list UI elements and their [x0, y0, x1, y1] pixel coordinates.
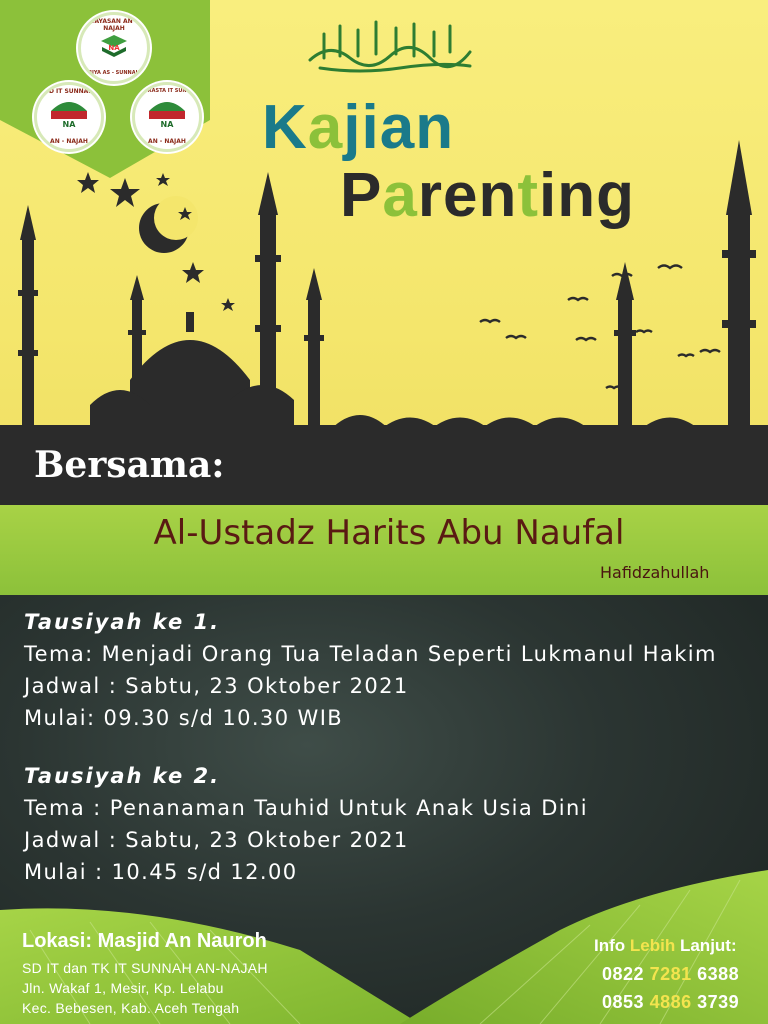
title-letter: j: [343, 93, 362, 162]
phone-number: [602, 992, 739, 1013]
yayasan-logo-bottom-text: BIYA AS - SUNNAH: [88, 70, 140, 76]
phone-number: [602, 964, 739, 985]
title-parenting: [340, 160, 635, 231]
phone-part: 7281: [649, 964, 692, 984]
phone-part: 0822: [602, 964, 645, 984]
info-word: Lebih: [629, 936, 676, 955]
phone-part: 0853: [602, 992, 645, 1012]
svg-text:NA: NA: [62, 120, 76, 129]
title-letter: ing: [538, 161, 635, 230]
session-2-jadwal: Jadwal : Sabtu, 23 Oktober 2021: [24, 828, 409, 852]
title-letter: a: [307, 93, 344, 162]
crescent-moon-icon: [139, 196, 198, 253]
title-letter: P: [340, 161, 383, 230]
tk-logo-bottom-text: AN - NAJAH: [148, 138, 186, 145]
mosque-book-icon: [145, 99, 189, 129]
svg-text:NA: NA: [108, 44, 120, 52]
birds-icon: [480, 266, 720, 389]
session-1-heading: Tausiyah ke 1.: [24, 610, 221, 634]
bersama-label: Bersama:: [34, 444, 225, 486]
title-letter: a: [382, 161, 418, 230]
phone-part: 4886: [649, 992, 692, 1012]
yayasan-logo-top-text: YAYASAN AN - NAJAH: [90, 18, 138, 32]
tk-logo-top-text: TK SRASTA IT SUNNAH: [135, 88, 199, 94]
phone-part: 3739: [697, 992, 740, 1012]
address-line: Jln. Wakaf 1, Mesir, Kp. Lelabu: [22, 980, 224, 996]
address-line: SD IT dan TK IT SUNNAH AN-NAJAH: [22, 960, 268, 976]
title-letter: K: [262, 93, 308, 162]
session-2-mulai: Mulai : 10.45 s/d 12.00: [24, 860, 298, 884]
book-icon: [99, 33, 129, 59]
svg-text:NA: NA: [160, 120, 174, 129]
bismillah-calligraphy-icon: [300, 12, 480, 74]
tk-logo: [132, 82, 202, 152]
speaker-name: Al-Ustadz Harits Abu Naufal: [153, 513, 625, 553]
session-1-tema: Tema: Menjadi Orang Tua Teladan Seperti Lukmanul Hakim: [24, 642, 717, 666]
address-line: Kec. Bebesen, Kab. Aceh Tengah: [22, 1000, 240, 1016]
lokasi-title: Lokasi: Masjid An Nauroh: [22, 930, 267, 952]
sd-logo: [34, 82, 104, 152]
session-2-tema: Tema : Penanaman Tauhid Untuk Anak Usia Dini: [24, 796, 588, 820]
sd-logo-bottom-text: AN - NAJAH: [50, 138, 88, 145]
session-1-jadwal: Jadwal : Sabtu, 23 Oktober 2021: [24, 674, 409, 698]
info-title: [594, 936, 737, 956]
yayasan-logo: [78, 12, 150, 84]
session-1-mulai: Mulai: 09.30 s/d 10.30 WIB: [24, 706, 344, 730]
mosque-book-icon: [47, 99, 91, 129]
sd-logo-top-text: SD IT SUNNAH: [44, 88, 94, 95]
title-letter: ian: [361, 93, 455, 162]
info-word: Lanjut:: [679, 936, 737, 955]
session-2-heading: Tausiyah ke 2.: [24, 764, 221, 788]
title-letter: t: [517, 161, 539, 230]
info-word: Info: [594, 936, 626, 955]
title-kajian: [262, 92, 454, 163]
phone-part: 6388: [697, 964, 740, 984]
speaker-honorific: Hafidzahullah: [600, 563, 710, 582]
title-letter: ren: [417, 161, 518, 230]
